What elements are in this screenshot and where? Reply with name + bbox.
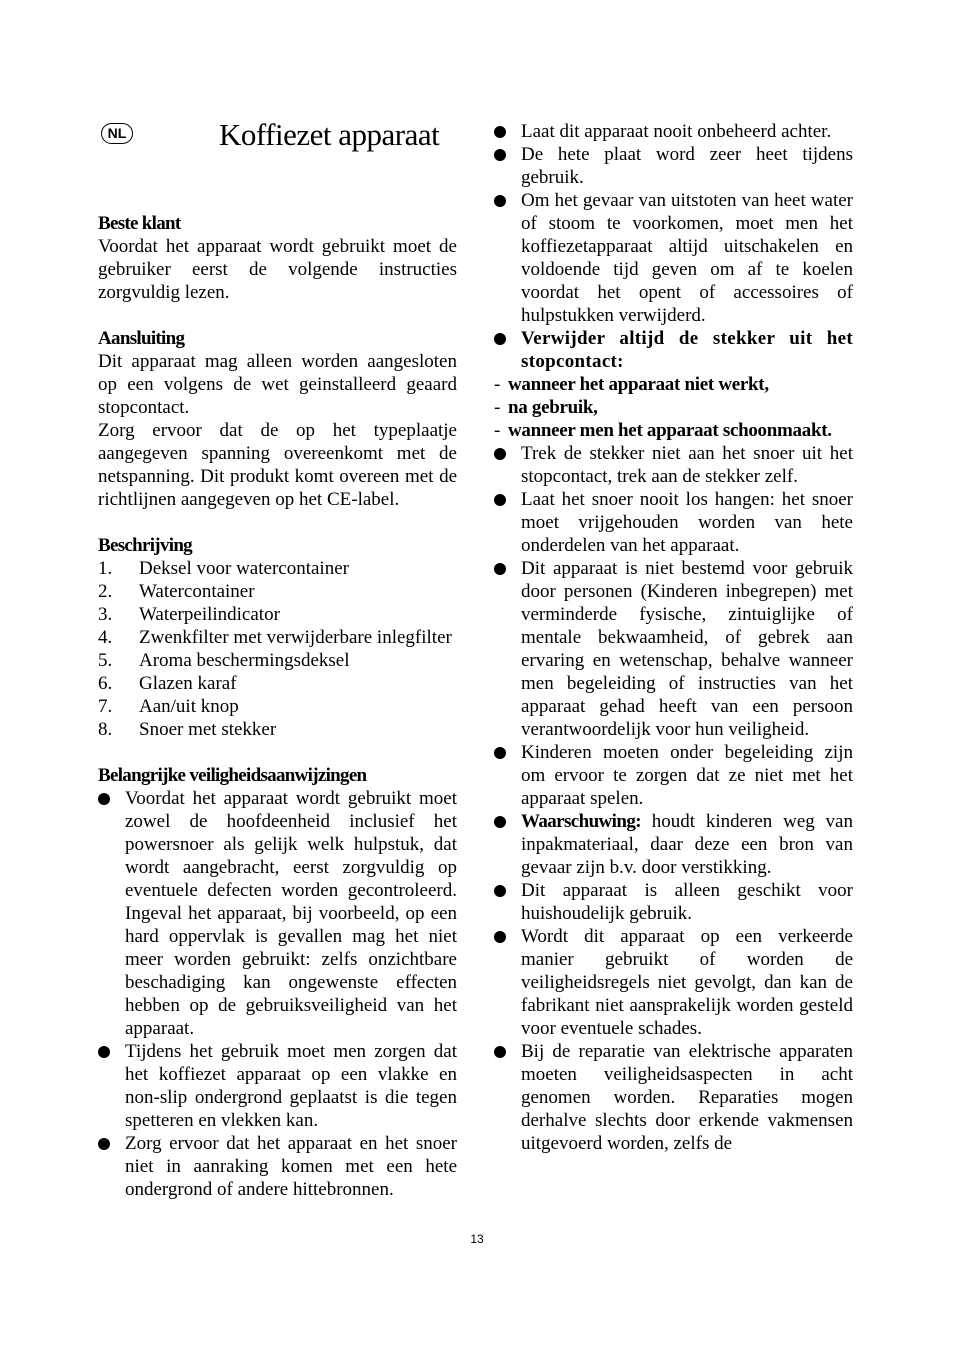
item-text: Snoer met stekker — [139, 719, 277, 740]
bullet-text: Trek de stekker niet aan het snoer uit het stopcontact, trek aan de stekker zelf. — [521, 443, 853, 487]
list-item — [494, 1040, 853, 1155]
sub-item-text: wanneer men het apparaat schoonmaakt. — [508, 420, 832, 441]
right-column — [494, 120, 853, 1155]
unplug-text: Verwijder altijd de stekker uit het stopcontact: — [521, 328, 853, 372]
bullet-icon — [494, 494, 506, 506]
description-section — [98, 534, 457, 741]
item-number: 3. — [98, 604, 113, 625]
unplug-item — [494, 327, 853, 442]
bullet-icon — [494, 126, 506, 138]
bullet-icon — [494, 1046, 506, 1058]
sub-item — [494, 396, 853, 419]
list-item — [494, 143, 853, 189]
bullet-text: Dit apparaat is niet bestemd voor gebruik door personen (Kinderen inbegrepen) met verminderde fysische, zintuiglijke of mentale bekwaamheid, of gebrek aan ervaring en wetenschap, behalve wanneer men begeleiding of instructies van het apparaat gehad heeft van een persoon verantwoordelijk voor hun veiligheid. — [521, 558, 853, 740]
list-item — [494, 925, 853, 1040]
item-text: Glazen karaf — [139, 673, 237, 694]
bullet-text: Bij de reparatie van elektrische apparaten moeten veiligheidsaspecten in acht genomen worden. Reparaties mogen derhalve slechts door erkende vakmensen uitgevoerd worden, zelfs de — [521, 1041, 853, 1154]
item-number: 8. — [98, 719, 113, 740]
bullet-text: Zorg ervoor dat het apparaat en het snoer niet in aanraking komen met een hete ondergrond of andere hittebronnen. — [125, 1133, 457, 1200]
list-item — [98, 1040, 457, 1132]
connection-text-1: Dit apparaat mag alleen worden aangesloten op een volgens de wet geinstalleerd geaard stopcontact. — [98, 351, 457, 418]
page-number: 13 — [470, 1232, 484, 1246]
item-number: 7. — [98, 696, 113, 717]
parts-list — [98, 557, 457, 741]
intro-heading: Beste klant — [98, 213, 181, 234]
page-title: Koffiezet apparaat — [219, 117, 440, 152]
item-number: 1. — [98, 558, 113, 579]
list-item — [494, 488, 853, 557]
list-item — [98, 649, 457, 672]
bullet-icon — [494, 448, 506, 460]
item-number: 5. — [98, 650, 113, 671]
list-item — [98, 1132, 457, 1201]
connection-section — [98, 327, 457, 511]
bullet-text: Tijdens het gebruik moet men zorgen dat het koffiezet apparaat op een vlakke en non-slip ondergrond geplaatst is die tegen spetteren en vlekken kan. — [125, 1041, 457, 1131]
list-item — [98, 718, 457, 741]
bullet-icon — [494, 195, 506, 207]
list-item — [98, 603, 457, 626]
description-heading: Beschrijving — [98, 535, 192, 556]
bullet-icon — [494, 747, 506, 759]
list-item — [494, 442, 853, 488]
bullet-text: Om het gevaar van uitstoten van heet water of stoom te voorkomen, moet men het koffiezetapparaat altijd uitschakelen en voldoende tijd geven om af te koelen voordat het opent of accessoires of hulpstukken verwijderd. — [521, 190, 853, 326]
bullet-icon — [494, 149, 506, 161]
item-text: Watercontainer — [139, 581, 255, 602]
bullet-icon — [98, 793, 110, 805]
item-number: 4. — [98, 627, 113, 648]
sub-item-text: na gebruik, — [508, 397, 598, 418]
item-text: Zwenkfilter met verwijderbare inlegfilter — [139, 627, 452, 648]
bullet-text: Wordt dit apparaat op een verkeerde manier gebruikt of worden de veiligheidsregels niet gevolgt, dan kan de fabrikant niet aansprakelijk worden gesteld voor eventuele schades. — [521, 926, 853, 1039]
bullet-text: Laat dit apparaat nooit onbeheerd achter. — [521, 121, 832, 142]
list-item — [98, 787, 457, 1040]
dash-marker: - — [494, 374, 501, 395]
list-item — [98, 557, 457, 580]
sub-item-text: wanneer het apparaat niet werkt, — [508, 374, 769, 395]
connection-text-2: Zorg ervoor dat de op het typeplaatje aangegeven spanning overeenkomt met de netspanning. Dit produkt komt overeen met de richtlijnen aangegeven op het CE-label. — [98, 420, 457, 510]
item-text: Waterpeilindicator — [139, 604, 280, 625]
list-item — [494, 189, 853, 327]
list-item — [494, 741, 853, 810]
bullet-icon — [494, 333, 506, 345]
item-text: Deksel voor watercontainer — [139, 558, 349, 579]
list-item — [494, 879, 853, 925]
list-item — [98, 626, 457, 649]
list-item — [98, 695, 457, 718]
sub-item — [494, 419, 853, 442]
bullet-icon — [494, 816, 506, 828]
list-item — [98, 672, 457, 695]
safety-list — [98, 787, 457, 1201]
safety-heading: Belangrijke veiligheidsaanwijzingen — [98, 765, 367, 786]
bullet-text: De hete plaat word zeer heet tijdens gebruik. — [521, 144, 853, 188]
bullet-icon — [494, 931, 506, 943]
bullet-text: Dit apparaat is alleen geschikt voor huishoudelijk gebruik. — [521, 880, 853, 924]
bullet-icon — [494, 563, 506, 575]
warning-text: houdt kinderen weg van inpakmateriaal, daar deze een bron van gevaar zijn b.v. door verstikking. — [521, 811, 853, 878]
warning-label: Waarschuwing: — [521, 811, 641, 832]
unplug-sublist — [494, 373, 853, 442]
intro-section — [98, 212, 457, 304]
safety-list-continued — [494, 120, 853, 1155]
dash-marker: - — [494, 397, 501, 418]
connection-heading: Aansluiting — [98, 328, 185, 349]
list-item — [98, 580, 457, 603]
item-number: 2. — [98, 581, 113, 602]
item-text: Aroma beschermingsdeksel — [139, 650, 350, 671]
list-item — [494, 557, 853, 741]
bullet-text: Laat het snoer nooit los hangen: het snoer moet vrijgehouden worden van hete onderdelen van het apparaat. — [521, 489, 853, 556]
item-text: Aan/uit knop — [139, 696, 239, 717]
list-item — [494, 120, 853, 143]
bullet-icon — [98, 1046, 110, 1058]
safety-section — [98, 764, 457, 1201]
dash-marker: - — [494, 420, 501, 441]
bullet-icon — [98, 1138, 110, 1150]
intro-text: Voordat het apparaat wordt gebruikt moet de gebruiker eerst de volgende instructies zorgvuldig lezen. — [98, 236, 457, 303]
left-column — [98, 120, 457, 1201]
language-badge: NL — [101, 123, 133, 144]
bullet-text: Voordat het apparaat wordt gebruikt moet zowel de hoofdeenheid inclusief het powersnoer als gelijk welk hulpstuk, dat wordt aangebracht, eerst zorgvuldig op eventuele defecten worden gecontroleerd. Ingeval het apparaat, bij voorbeeld, op een hard oppervlak is gevallen mag het niet meer worden gebruikt: zelfs onzichtbare beschadiging kan ongewenste effecten hebben op de gebruiksveiligheid van het apparaat. — [125, 788, 457, 1039]
bullet-icon — [494, 885, 506, 897]
bullet-text: Kinderen moeten onder begeleiding zijn om ervoor te zorgen dat ze niet met het apparaat spelen. — [521, 742, 853, 809]
item-number: 6. — [98, 673, 113, 694]
sub-item — [494, 373, 853, 396]
warning-item — [494, 810, 853, 879]
